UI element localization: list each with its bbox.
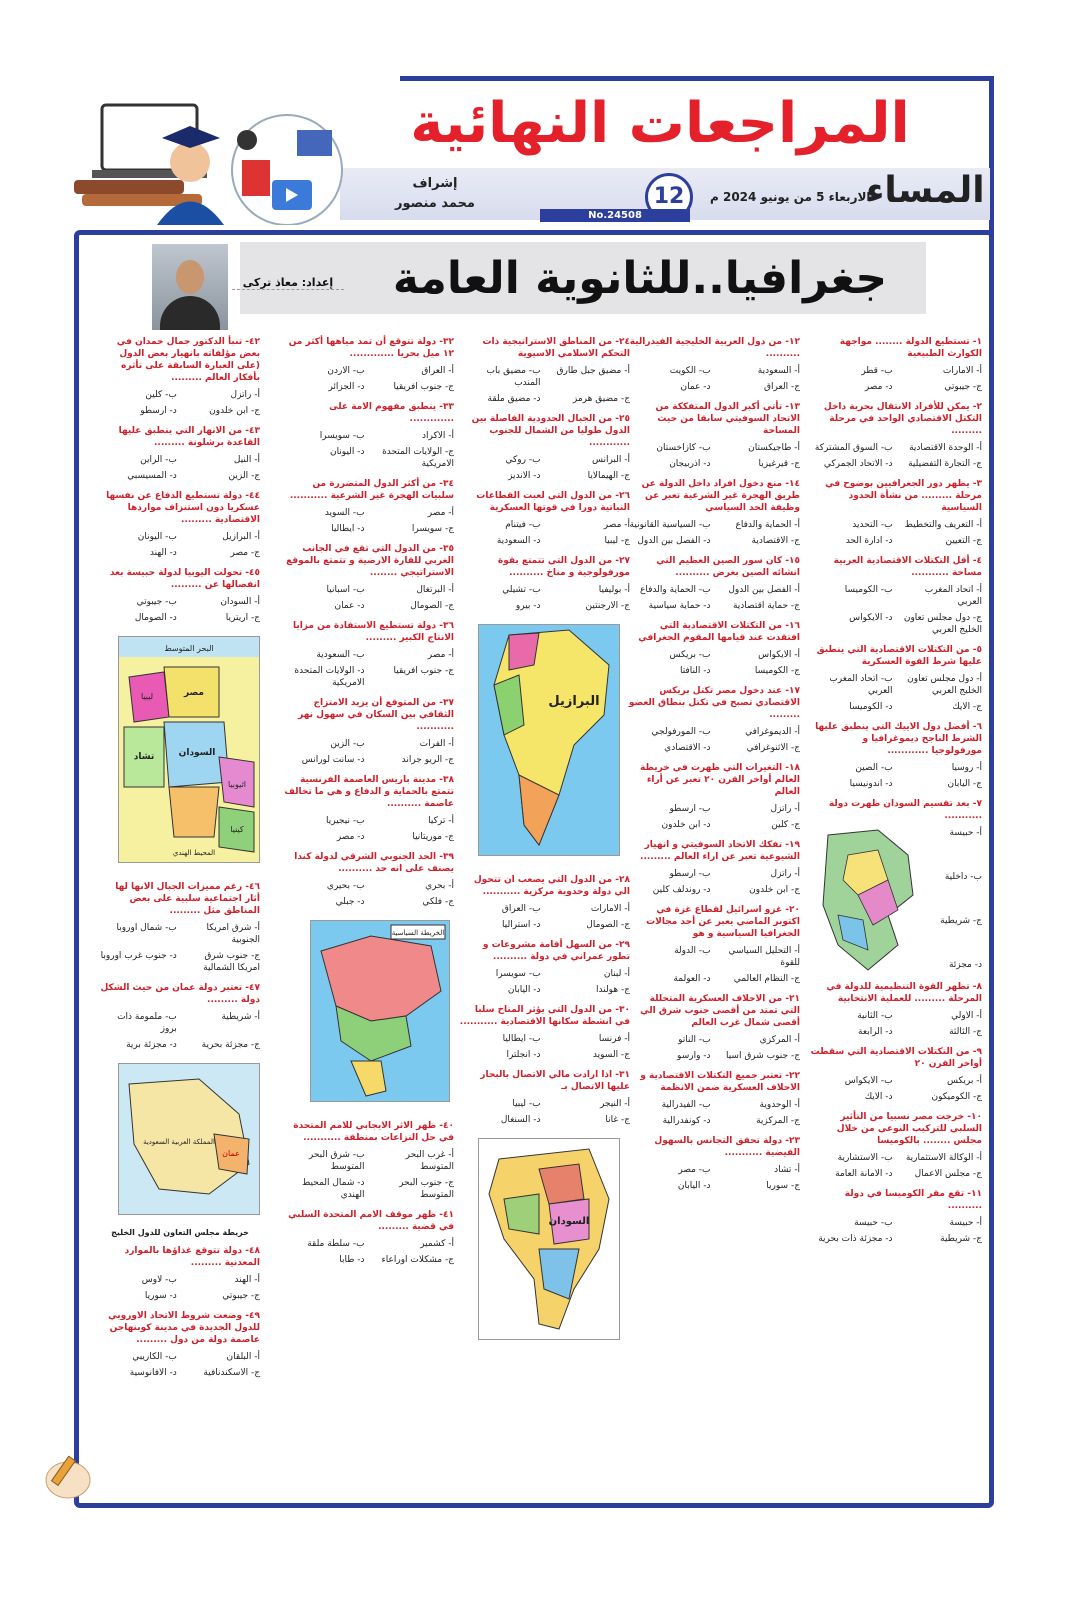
options: أ- حبيسة ب- داخلية ج- شريطية د- مجزئة bbox=[940, 828, 982, 970]
north-america-map bbox=[310, 920, 450, 1102]
question: ١٦- من التكتلات الاقتصادية التي افتقدت عند قيامها المقوم الجغرافي bbox=[638, 621, 800, 643]
options: أ- العراق ب- الاردن ج- جنوب افريقيا د- الجزائر bbox=[327, 366, 454, 392]
map-label-mediterranean: البحر المتوسط bbox=[164, 644, 214, 653]
question: ١٢- من دول العربية الخليجية الفيدرالية .......... bbox=[629, 337, 800, 359]
options: أ- روسيا ب- الصين ج- اليابان د- اندونيسيا bbox=[849, 763, 982, 789]
subject-title: جغرافيا..للثانوية العامة bbox=[392, 253, 888, 304]
options: أ- دول مجلس تعاون الخليج العربي ب- اتحاد المغرب العربي ج- الايك د- الكوميسا bbox=[829, 674, 982, 712]
question: ١٨- التغيرات التي ظهرت في خريطة العالم أواخر القرن ٢٠ تعبر عن أراء العالم bbox=[639, 763, 800, 797]
question: ٣٤- من أكثر الدول المتضررة من سلبيات الهجرة غير الشرعية ........... bbox=[289, 479, 454, 501]
question: ١٩- تفكك الاتحاد السوفيتي و انهيار الشيوعية تعبر عن اراء العالم ......... bbox=[640, 840, 800, 862]
question: ٣- يظهر دور الجغرافيين بوضوح في مرحلة ......... من نشأة الحدود السياسية bbox=[825, 479, 982, 513]
question: ٢٤- من المناطق الاستراتيجية ذات التحكم الاسلامي الاسيوية bbox=[482, 337, 630, 359]
question: ٤٩- وضعت شروط الاتحاد الاوروبي للدول الجديدة في مدينة كوبنهاجن عاصمة دولة من دول ......... bbox=[108, 1311, 260, 1345]
question: ٤٧- تعتبر دولة عمان من حيث الشكل دولة ......... bbox=[100, 983, 260, 1005]
supervision-block bbox=[385, 174, 485, 214]
south-america-map bbox=[478, 624, 620, 856]
question: ٤٥- تحولت اليوبيا لدولة حبيسة بعد انفصالها عن ......... bbox=[109, 568, 260, 590]
page-title: المراجعات النهائية bbox=[410, 91, 910, 156]
options: أ- الايكواس ب- بريكس ج- الكوميسا د- النافتا bbox=[669, 650, 800, 676]
options: أ- فرنسا ب- ايطاليا ج- السويد د- انجلترا bbox=[502, 1034, 630, 1060]
gulf-map bbox=[118, 1063, 260, 1215]
options: أ- الوحدوية ب- الفيدرالية ج- المركزية د- كونفدرالية bbox=[661, 1100, 800, 1126]
newspaper-logo: المساء bbox=[866, 170, 985, 211]
header-top-border bbox=[400, 76, 994, 81]
gulf-map-caption: خريطة مجلس التعاون للدول الخليج bbox=[111, 1228, 249, 1237]
pencil-icon bbox=[42, 1450, 94, 1502]
options: أ- السودان ب- جيبوتي ج- اريتريا د- الصومال bbox=[134, 597, 260, 623]
cap-icon bbox=[237, 130, 257, 150]
options: أ- بحري ب- بحيري ج- فلكي د- جبلي bbox=[326, 881, 454, 907]
question: ٧- بعد تقسيم السودان ظهرت دولة ........... bbox=[828, 799, 982, 821]
options: أ- شريطية ب- ملمومة ذات بروز ج- مجزئة بحرية د- مجزئة برية bbox=[117, 1012, 260, 1050]
question: ٢٦- من الدول التي لعبت القطاعات النباتية دورا في قوتها العسكرية bbox=[476, 491, 630, 513]
options: أ- الفصل بين الدول ب- الحماية والدفاع ج- حماية اقتصادية د- حماية سياسية bbox=[640, 585, 800, 611]
options: أ- بريكس ب- الايكواس ج- الكوميكون د- الايك bbox=[844, 1076, 982, 1102]
book-icon bbox=[242, 160, 270, 196]
question: ١- تستطيع الدولة ........ مواجهة الكوارث الطبيعية bbox=[839, 337, 982, 359]
options: أ- تشاد ب- مصر ج- سوريا د- اليابان bbox=[677, 1165, 800, 1191]
question: ٣٥- من الدول التي تقع في الجانب الغربي للقارة الارضية و تتمتع بالموقع الاستراتيجي ........ bbox=[286, 544, 454, 578]
question: ٢٣- دولة تحقق التجانس بالسهول الفيضية ........... bbox=[654, 1136, 800, 1158]
question: ٢٥- من الجبال الحدودية الفاصلة بين الدول طوليا من الشمال للجنوب ............ bbox=[471, 414, 630, 448]
options: أ- مصر ب- فيتنام ج- ليبيا د- السعودية bbox=[496, 520, 630, 546]
question: ٤٦- رغم مميزات الجبال الانها لها أثار اجتماعية سلبية على بعض المناطق مثل ......... bbox=[115, 882, 260, 916]
issue-number: No.24508 bbox=[540, 209, 690, 222]
sudan-region-map-small bbox=[818, 825, 918, 975]
sudan-region-map bbox=[118, 636, 260, 863]
question: ١٤- منع دخول افراد داخل الدولة عن طريق الهجرة غير الشرعية تعبر عن وظيفة الحد السياسي bbox=[641, 479, 800, 513]
question: ١١- تقع مقر الكوميسا في دولة .......... bbox=[844, 1189, 982, 1211]
question: ٨- تظهر القوة التنظيمية للدولة في المرحلة ......... للعملية الانتخابية bbox=[826, 982, 982, 1004]
options: أ- البرانس ب- روكي ج- الهيمالايا د- الانديز bbox=[505, 455, 630, 481]
question: ٣٧- من المتوقع أن يزيد الامتزاج الثقافي بين السكان في سهول نهر ........... bbox=[298, 698, 454, 732]
question: ٤١- ظهر موقف الامم المتحدة السلبي في قضية ......... bbox=[288, 1210, 454, 1232]
page-number-badge: 12 bbox=[645, 173, 693, 221]
question: ٣٠- من الدول التي يؤثر المناخ سلبا في انشطة سكانها الاقتصادية ........... bbox=[459, 1005, 630, 1027]
options: أ- تركيا ب- نيجيريا ج- موريتانيا د- مصر bbox=[326, 816, 454, 842]
question: ٤- أقل التكتلات الاقتصادية العربية مساحة ........... bbox=[833, 556, 982, 578]
options: أ- البرازيل ب- اليونان ج- مصر د- الهند bbox=[137, 532, 260, 558]
options: أ- التعريف والتخطيط ب- التحديد ج- التعيين د- ادارة الحد bbox=[845, 520, 982, 546]
question: ٤٣- من الانهار التي ينطبق عليها القاعدة برشلونة ......... bbox=[118, 426, 260, 448]
options: أ- اتحاد المغرب العربي ب- الكوميسا ج- دول مجلس تعاون الخليج العربي د- الايكواس bbox=[844, 585, 982, 635]
question: ١٥- كان سور الصين العظيم التي انشائه الصين بغرض .......... bbox=[656, 556, 800, 578]
map-label-saudi: المملكة العربية السعودية bbox=[143, 1138, 215, 1146]
column-3 bbox=[458, 330, 630, 1352]
map-label-oman: عمان bbox=[222, 1149, 240, 1158]
question: ٩- من التكتلات الاقتصادية التي سقطت أواخر القرن ٢٠ bbox=[810, 1047, 982, 1069]
map-label-indian-ocean: المحيط الهندي bbox=[172, 849, 216, 857]
question: ٣٢- دولة تتوقع أن تمد مياهها أكثر من ١٢ ميل بحريا ............. bbox=[288, 337, 454, 359]
options: أ- مصر ب- السويد ج- سويسرا د- ايطاليا bbox=[324, 508, 454, 534]
question: ٤٨- دولة تتوقع غذاؤها بالموارد المعدنية ......... bbox=[124, 1246, 260, 1268]
education-illustration bbox=[72, 100, 347, 225]
question: ٤٠- ظهر الاثر الايجابي للامم المتحدة في حل النزاعات بمنطقة ........... bbox=[293, 1121, 454, 1143]
question: ٢٢- تعتبر جميع التكتلات الاقتصادية و الاحلاف العسكرية ضمن الانظمة bbox=[640, 1071, 800, 1093]
options: أ- الحماية والدفاع ب- السياسية القانونية ج- الاقتصادية د- الفصل بين الدول bbox=[629, 520, 800, 546]
question: ٣٨- مدينة باريس العاصمة الفرنسية تتمتع بالحماية و الدفاع و هي ما تخالف عاصمة .......... bbox=[284, 775, 454, 809]
map-title-north-america: الخريطة السياسية bbox=[391, 929, 445, 937]
question: ١٣- تأتي أكبر الدول المتفككة من الاتحاد السوفيتي سابقا من حيث المساحة bbox=[655, 402, 800, 436]
options: أ- الامارات ب- العراق ج- الصومال د- استراليا bbox=[501, 904, 630, 930]
options: أ- السعودية ب- الكويت ج- العراق د- عمان bbox=[669, 366, 800, 392]
column-1 bbox=[810, 330, 982, 1249]
question: ٢٩- من السهل أقامة مشروعات و تطور عمراني في دولة .......... bbox=[482, 940, 630, 962]
question: ٥- من التكتلات الاقتصادية التي ينطبق عليها شرط القوة العسكرية bbox=[816, 645, 982, 667]
options: أ- راتزل ب- ارسطو ج- ابن خلدون د- روندلف كلين bbox=[652, 869, 800, 895]
options: أ- الهند ب- لاوس ج- جيبوتي د- سوريا bbox=[141, 1275, 260, 1301]
question: ٣٦- دولة تستطيع الاستفادة من مزايا الانتاج الكبير ......... bbox=[292, 621, 454, 643]
options: أ- البرتغال ب- اسبانيا ج- الصومال د- عمان bbox=[326, 585, 454, 611]
map-label-egypt: مصر bbox=[183, 688, 205, 698]
options: أ- شرق امريكا الجنوبية ب- شمال اوروبا ج- جنوب شرق امريكا الشمالية د- جنوب غرب اوروبا bbox=[100, 923, 260, 973]
options: أ- حبيسة ب- حبيسة ج- شريطية د- مجزئة ذات بحرية bbox=[818, 1218, 982, 1244]
options: أ- النيل ب- الراين ج- الزين د- المسيسبي bbox=[127, 455, 260, 481]
question: ٤٤- دولة تستطيع الدفاع عن نفسها عسكريا دون استنزاف مواردها الاقتصادية ......... bbox=[106, 491, 260, 525]
options: أ- الفرات ب- الزين ج- الريو جراند د- سانت لورانس bbox=[301, 739, 454, 765]
options: أ- مصر ب- السعودية ج- جنوب افريقيا د- الولايات المتحدة الامريكية bbox=[294, 650, 454, 688]
author-credit: إعداد: معاذ تركى bbox=[232, 276, 344, 290]
options: أ- المركزي ب- الناتو ج- جنوب شرق اسيا د- وارسو bbox=[677, 1035, 800, 1061]
options: أ- البلقان ب- الكاريبي ج- الاسكندنافية د- الافانوسية bbox=[129, 1352, 260, 1378]
options: أ- كشمير ب- سلطة ملقة ج- مشكلات اوراعاء د- طابا bbox=[307, 1239, 454, 1265]
options: أ- النيجر ب- ليبيا ج- غانا د- السنغال bbox=[500, 1099, 630, 1125]
question: ٦- أفضل دول الاييك التي ينطبق عليها الشرط الناجح ديموغرافيا و مورفولوجيا ............ bbox=[815, 722, 982, 756]
options: أ- بوليفيا ب- تشيلي ج- الارجنتين د- بيرو bbox=[502, 585, 630, 611]
question: ٣٣- ينطبق مفهوم الامة على ............. bbox=[329, 402, 454, 424]
question: ١٧- عند دخول مصر تكتل بريكس الاقتصادي تصبح في تكتل بنطاق العضو ......... bbox=[628, 686, 800, 720]
column-5 bbox=[100, 330, 260, 1383]
author-photo bbox=[152, 244, 228, 330]
options: أ- الوحدة الاقتصادية ب- السوق المشتركة ج- التجارة التفضيلية د- الاتحاد الجمركي bbox=[814, 443, 982, 469]
supervision-label: إشراف bbox=[412, 176, 458, 191]
issue-date: الاربعاء 5 من يونيو 2024 م bbox=[710, 190, 871, 204]
column-2 bbox=[628, 330, 800, 1196]
supervisor-name: محمد منصور bbox=[395, 196, 475, 211]
africa-map bbox=[478, 1138, 620, 1340]
options: أ- الاكراد ب- سويسرا ج- الولايات المتحدة الامريكية د- اليونان bbox=[319, 431, 454, 469]
options: أ- مضيق جبل طارق ب- مضيق باب المندب ج- مضيق هرمز د- مضيق ملقة bbox=[486, 366, 630, 404]
options: أ- غرب البحر المتوسط ب- شرق البحر المتوسط ج- جنوب البحر المتوسط د- شمال المحيط الهندي bbox=[302, 1150, 454, 1200]
question: ٣٩- الحد الجنوبي الشرقي لدولة كندا يصنف على انه حد .......... bbox=[294, 852, 454, 874]
map-label-kenya: كينيا bbox=[230, 825, 244, 834]
question: ٢٨- من الدول التي يصعب ان تتحول الي دولة وحدوية مركزية ........... bbox=[473, 875, 630, 897]
question: ٢- يمكن للأفراد الانتقال بحرية داخل التكتل الاقتصادي الواحد في مرحلة ......... bbox=[823, 402, 982, 436]
map-label-libya: ليبيا bbox=[140, 692, 154, 701]
column-4 bbox=[282, 330, 454, 1270]
options: أ- راتزل ب- ارسطو ج- كلين د- ابن خلدون bbox=[661, 804, 800, 830]
question: ٣١- اذا ارادت مالي الاتصال بالبحار عليها الاتصال بـ bbox=[480, 1070, 630, 1092]
options: أ- التحليل السياسي للقوة ب- الدولة ج- النظام العالمي د- العولمة bbox=[673, 946, 800, 984]
options: أ- الوكالة الاستثمارية ب- الاستشارية ج- مجلس الاعمال د- الامانة العامة bbox=[835, 1153, 982, 1179]
question: ٢٠- غزو اسرائيل لقطاع غزة في اكتوبر الماضي يعبر عن أحد مجالات الجغرافيا السياسية و هو bbox=[646, 905, 800, 939]
map-label-sudan: السودان bbox=[178, 748, 216, 758]
monitor-icon bbox=[297, 130, 332, 156]
options: أ- لبنان ب- سويسرا ج- هولندا د- اليابان bbox=[495, 969, 630, 995]
question: ٤٢- تنبأ الدكتور جمال حمدان في بعض مؤلفاته بانهيار بعض الدول (على العبارة السابقة على تأثره بأفكار العالم ......... bbox=[116, 337, 260, 383]
map-label-chad: تشاد bbox=[133, 752, 155, 762]
map-label-ethiopia: اثيوبيا bbox=[227, 780, 247, 789]
question: ٢٧- من الدول التي تتمتع بقوة مورفولوجية و مناخ .......... bbox=[497, 556, 630, 578]
map-label-sudan: السودان bbox=[548, 1216, 590, 1227]
options: أ- الامارات ب- قطر ج- جيبوتي د- مصر bbox=[861, 366, 982, 392]
question: ١٠- خرجت مصر نسبيا من التأثير السلبي للتركيب النوعي من خلال مجلس ........ بالكوميسا bbox=[836, 1112, 982, 1146]
map-label-brazil: البرازيل bbox=[548, 694, 600, 709]
question: ٢١- من الاحلاف العسكرية المتحللة التي تمتد من أقصى جنوب شرق الي أقصى شمال غرب العالم bbox=[640, 994, 800, 1028]
options: أ- الديموغرافي ب- المورفولجي ج- الاثنوغرافي د- الاقتصادي bbox=[651, 727, 800, 753]
options: أ- راتزل ب- كلين ج- ابن خلدون د- ارسطو bbox=[140, 390, 260, 416]
options: أ- الاولي ب- الثانية ج- الثالثة د- الرابعة bbox=[857, 1011, 982, 1037]
options: أ- طاجيكستان ب- كازاخستان ج- قيرغيزيا د- اذربيجان bbox=[656, 443, 800, 469]
